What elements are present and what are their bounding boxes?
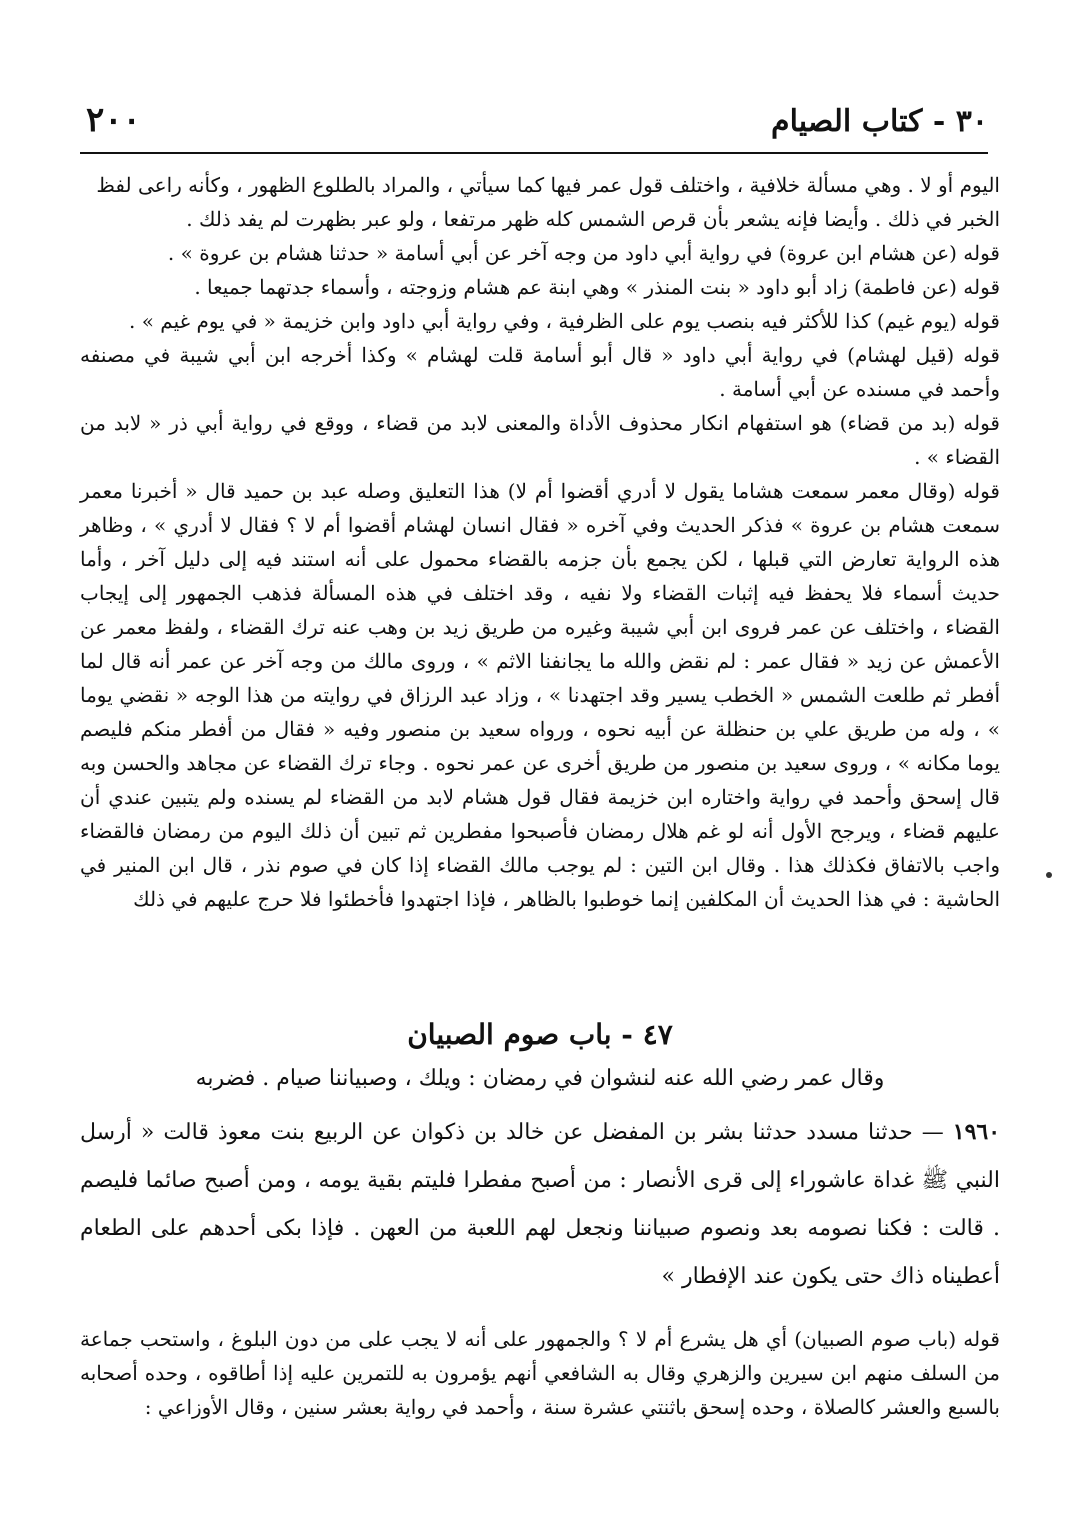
hadith-paragraph	[80, 1108, 1000, 1301]
bab-heading: ٤٧ - باب صوم الصبيان	[407, 1018, 673, 1051]
page-header	[80, 100, 988, 154]
page-number: ٢٠٠	[86, 100, 141, 140]
commentary-paragraph: قوله (وقال معمر سمعت هشاما يقول لا أدري أقضوا أم لا) هذا التعليق وصله عبد بن حميد قال « أخبرنا معمر سمعت هشام بن عروة » فذكر الحديث وفي آخره « فقال انسان لهشام أقضوا أم لا ؟ فقال لا أدري » ، وظاهر هذه الرواية تعارض التي قبلها ، لكن يجمع بأن جزمه بالقضاء محمول على أنه استند فيه إلى دليل آخر ، وأما حديث أسماء فلا يحفظ فيه إثبات القضاء ولا نفيه ، وقد اختلف في هذه المسألة فذهب الجمهور إلى إيجاب القضاء ، واختلف عن عمر فروى ابن أبي شيبة وغيره من طريق زيد بن وهب عنه ترك القضاء ، ولفظ معمر عن الأعمش عن زيد « فقال عمر : لم نقض والله ما يجانفنا الاثم » ، وروى مالك من وجه آخر عن عمر أنه قال لما أفطر ثم طلعت الشمس « الخطب يسير وقد اجتهدنا » ، وزاد عبد الرزاق في روايته من هذا الوجه « نقضي يوما » ، وله من طريق علي بن حنظلة عن أبيه نحوه ، ورواه سعيد بن منصور وفيه « فقال من أفطر منكم فليصم يوما مكانه » ، وروى سعيد بن منصور من طريق أخرى عن عمر نحوه . وجاء ترك القضاء عن مجاهد والحسن وبه قال إسحق وأحمد في رواية واختاره ابن خزيمة فقال قول هشام لابد من القضاء لم يسنده ولم يتبين عندي أن عليهم قضاء ، ويرجح الأول أنه لو غم هلال رمضان فأصبحوا مفطرين ثم تبين أن ذلك اليوم من رمضان فالقضاء واجب بالاتفاق فكذلك هذا . وقال ابن التين : لم يوجب مالك القضاء إذا كان في صوم نذر ، قال ابن المنير في الحاشية : في هذا الحديث أن المكلفين إنما خوطبوا بالظاهر ، فإذا اجتهدوا فأخطئوا فلا حرج عليهم في ذلك	[80, 479, 1001, 911]
commentary-paragraph: قوله (يوم غيم) كذا للأكثر فيه بنصب يوم على الظرفية ، وفي رواية أبي داود وابن خزيمة « في يوم غيم » .	[128, 309, 1000, 333]
hadith-text: حدثنا مسدد حدثنا بشر بن المفضل عن خالد بن ذكوان عن الربيع بنت معوذ قالت « أرسل النبي ﷺ غداة عاشوراء إلى قرى الأنصار : من أصبح مفطرا فليتم بقية يومه ، ومن أصبح صائما فليصم . قالت : فكنا نصومه بعد ونصوم صبياننا ونجعل لهم اللعبة من العهن . فإذا بكى أحدهم على الطعام أعطيناه ذاك حتى يكون عند الإفطار »	[80, 1120, 1000, 1289]
margin-dot	[1046, 872, 1052, 878]
commentary-paragraph: قوله (عن هشام ابن عروة) في رواية أبي داود من وجه آخر عن أبي أسامة « حدثنا هشام بن عروة » .	[167, 241, 1000, 265]
commentary-paragraph: قوله (باب صوم الصبيان) أي هل يشرع أم لا ؟ والجمهور على أنه لا يجب على من دون البلوغ ، واستحب جماعة من السلف منهم ابن سيرين والزهري وقال به الشافعي أنهم يؤمرون به للتمرين عليه إذا أطاقوه ، وحده أصحابه بالسبع والعشر كالصلاة ، وحده إسحق باثنتي عشرة سنة ، وأحمد في رواية بعشر سنين ، وقال الأوزاعي :	[80, 1327, 1000, 1419]
commentary-paragraph: اليوم أو لا . وهي مسألة خلافية ، واختلف قول عمر فيها كما سيأتي ، والمراد بالطلوع الظهور ، وكأنه راعى لفظ	[96, 173, 1000, 197]
commentary-paragraph: قوله (بد من قضاء) هو استفهام انكار محذوف الأداة والمعنى لابد من قضاء ، ووقع في رواية أبي ذر « لابد من القضاء » .	[80, 411, 1000, 469]
commentary-top	[80, 168, 1000, 916]
bab-athar: وقال عمر رضي الله عنه لنشوان في رمضان : ويلك ، وصبياننا صيام . فضربه	[195, 1066, 885, 1091]
hadith-number: ١٩٦٠	[952, 1119, 1001, 1145]
commentary-paragraph: قوله (قيل لهشام) في رواية أبي داود « قال أبو أسامة قلت لهشام » وكذا أخرجه ابن أبي شيبة في مصنفه وأحمد في مسنده عن أبي أسامة .	[80, 343, 1000, 401]
commentary-bottom	[80, 1322, 1000, 1424]
chapter-title: ٣٠ - كتاب الصيام	[771, 104, 988, 139]
commentary-paragraph: قوله (عن فاطمة) زاد أبو داود « بنت المنذر » وهي ابنة عم هشام وزوجته ، وأسماء جدتهما جميعا .	[194, 275, 1000, 299]
hadith-separator: —	[912, 1120, 944, 1145]
hadith-block	[80, 1108, 1000, 1301]
commentary-paragraph: الخبر في ذلك . وأيضا فإنه يشعر بأن قرص الشمس كله ظهر مرتفعا ، ولو عبر بظهرت لم يفد ذلك .	[186, 207, 1000, 231]
